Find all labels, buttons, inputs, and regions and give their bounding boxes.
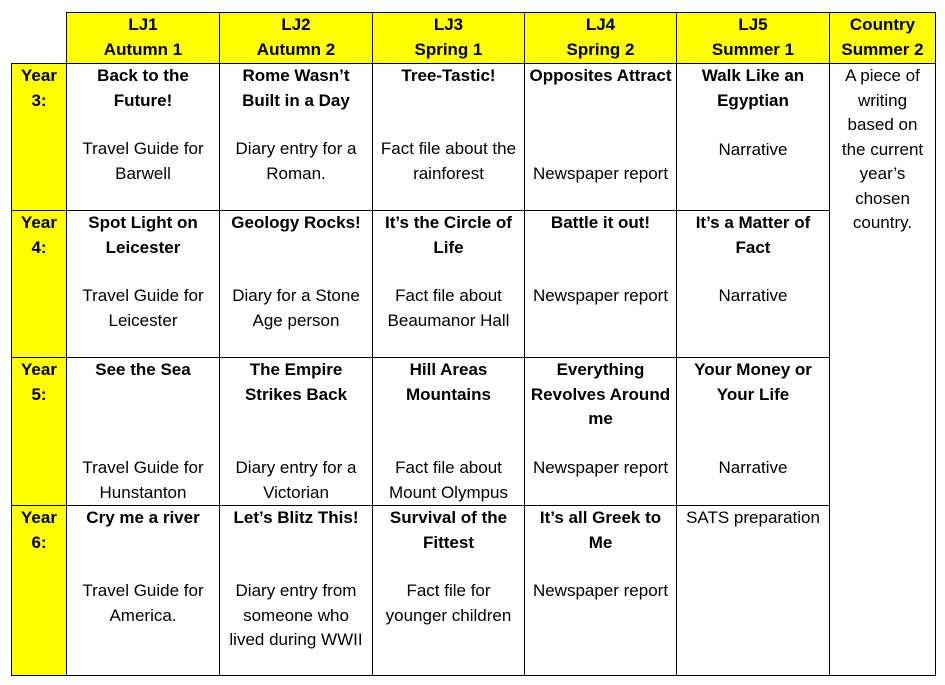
writing-curriculum-table xyxy=(11,12,936,676)
header-lj2: LJ2 Autumn 2 xyxy=(220,13,373,64)
topic-cell: Back to the Future! Travel Guide for Barwell xyxy=(67,64,220,211)
header-lj4: LJ4 Spring 2 xyxy=(525,13,677,64)
topic-cell: Opposites Attract Newspaper report xyxy=(525,64,677,211)
topic-cell: It’s all Greek to Me Newspaper report xyxy=(525,506,677,676)
topic-cell: See the Sea Travel Guide for Hunstanton xyxy=(67,358,220,506)
topic-cell: Let’s Blitz This! Diary entry from someone who lived during WWII xyxy=(220,506,373,676)
table-row xyxy=(12,211,936,358)
year-label: Year 4: xyxy=(12,211,67,358)
topic-cell: The Empire Strikes Back Diary entry for a Victorian xyxy=(220,358,373,506)
table-row xyxy=(12,64,936,211)
header-row xyxy=(12,13,936,64)
topic-cell: Spot Light on Leicester Travel Guide for Leicester xyxy=(67,211,220,358)
sats-cell: SATS preparation xyxy=(677,506,830,676)
topic-cell: It’s a Matter of Fact Narrative xyxy=(677,211,830,358)
corner-cell xyxy=(12,13,67,64)
topic-cell: Geology Rocks! Diary for a Stone Age person xyxy=(220,211,373,358)
header-country: Country Summer 2 xyxy=(830,13,936,64)
topic-cell: Hill Areas Mountains Fact file about Mount Olympus xyxy=(373,358,525,506)
year-label: Year 3: xyxy=(12,64,67,211)
topic-cell: Your Money or Your Life Narrative xyxy=(677,358,830,506)
topic-cell: Tree-Tastic! Fact file about the rainforest xyxy=(373,64,525,211)
topic-cell: Cry me a river Travel Guide for America. xyxy=(67,506,220,676)
header-lj3: LJ3 Spring 1 xyxy=(373,13,525,64)
table-row xyxy=(12,358,936,506)
header-lj5: LJ5 Summer 1 xyxy=(677,13,830,64)
topic-cell: Survival of the Fittest Fact file for younger children xyxy=(373,506,525,676)
topic-cell: Everything Revolves Around me Newspaper report xyxy=(525,358,677,506)
year-label: Year 6: xyxy=(12,506,67,676)
topic-cell: It’s the Circle of Life Fact file about Beaumanor Hall xyxy=(373,211,525,358)
year-label: Year 5: xyxy=(12,358,67,506)
topic-cell: Battle it out! Newspaper report xyxy=(525,211,677,358)
country-cell: A piece of writing based on the current year’s chosen country. xyxy=(830,64,936,676)
header-lj1: LJ1 Autumn 1 xyxy=(67,13,220,64)
topic-cell: Rome Wasn’t Built in a Day Diary entry for a Roman. xyxy=(220,64,373,211)
table-row xyxy=(12,506,936,676)
topic-cell: Walk Like an Egyptian Narrative xyxy=(677,64,830,211)
